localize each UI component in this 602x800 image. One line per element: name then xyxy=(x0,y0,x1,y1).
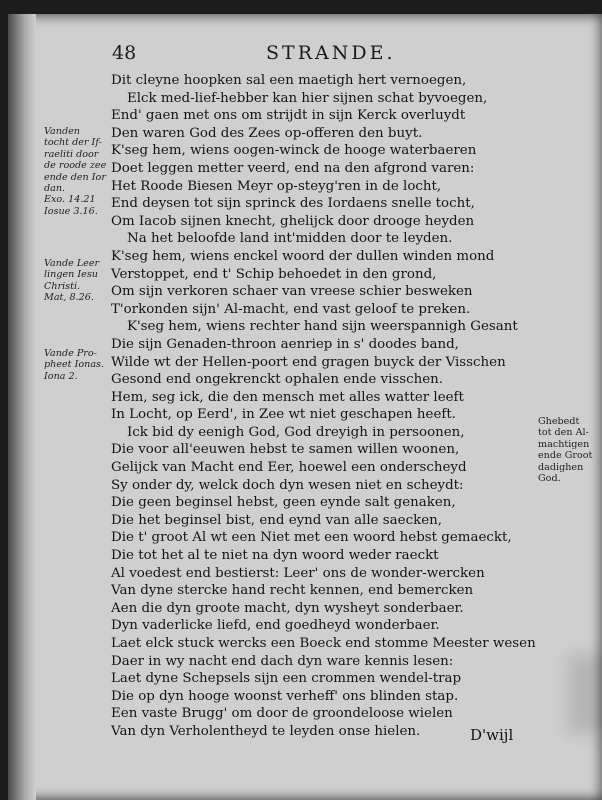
verse-line: Gelijck van Macht end Eer, hoewel een onderscheyd xyxy=(111,460,467,476)
verse-line: Die het beginsel bist, end eynd van alle saecken, xyxy=(111,512,442,528)
verse-line: Van dyn Verholentheyd te leyden onse hielen. xyxy=(111,723,421,739)
margin-note-line: Ghebedt xyxy=(538,416,580,427)
verse-line: In Locht, op Eerd', in Zee wt niet geschapen heeft. xyxy=(111,407,456,423)
verse-line: Die tot het al te niet na dyn woord weder raeckt xyxy=(111,548,439,564)
page-gutter-shadow xyxy=(8,14,36,800)
verse-line: Om sijn verkoren schaer van vreese schier besweken xyxy=(111,284,473,300)
margin-note-line: Christi. xyxy=(44,280,81,292)
verse-line: Dyn vaderlicke liefd, end goedheyd wonderbaer. xyxy=(111,618,440,634)
margin-note-line: dan. xyxy=(44,183,66,195)
book-page xyxy=(8,14,602,800)
verse-line: Van dyne stercke hand recht kennen, end bemercken xyxy=(111,583,474,599)
verse-line: K'seg hem, wiens rechter hand sijn weerspannigh Gesant xyxy=(127,319,518,335)
verse-line: Die geen beginsel hebst, geen eynde salt genaken, xyxy=(111,495,456,511)
verse-line: Verstoppet, end t' Schip behoedet in den grond, xyxy=(111,266,437,282)
margin-note-line: raeliti door xyxy=(44,148,99,160)
verse-line: Hem, seg ick, die den mensch met alles watter leeft xyxy=(111,389,464,405)
verse-line: Wilde wt der Hellen-poort end gragen buyck der Visschen xyxy=(111,354,506,370)
verse-line: K'seg hem, wiens enckel woord der dullen winden mond xyxy=(111,248,495,264)
verse-line: Om Iacob sijnen knecht, ghelijck door drooge heyden xyxy=(111,213,475,229)
margin-note-line: Vande Leer xyxy=(44,258,100,269)
verse-line: Doet leggen metter veerd, end na den afgrond varen: xyxy=(111,160,475,176)
verse-line: End' gaen met ons om strijdt in sijn Kerck overluydt xyxy=(111,108,466,124)
page-number: 48 xyxy=(112,42,137,64)
margin-note-line: tocht der If- xyxy=(44,137,102,149)
margin-note-jonah xyxy=(44,348,104,382)
margin-note-line: Exo. 14.21 xyxy=(44,194,96,206)
verse-line: Sy onder dy, welck doch dyn wesen niet en scheydt: xyxy=(111,477,464,493)
margin-note-line: machtigen xyxy=(538,438,590,450)
verse-line: Die sijn Genaden-throon aenriep in s' doodes band, xyxy=(111,336,459,352)
margin-note-line: tot den Al- xyxy=(538,427,589,439)
page-stain xyxy=(568,654,602,734)
verse-line: Laet dyne Schepsels sijn een crommen wendel-trap xyxy=(111,671,462,687)
verse-line: Het Roode Biesen Meyr op-steyg'ren in de locht, xyxy=(111,178,442,194)
verse-line: Die op dyn hooge woonst verheff' ons blinden stap. xyxy=(111,688,459,704)
verse-line: End deysen tot sijn sprinck des Iordaens snelle tocht, xyxy=(111,196,475,212)
margin-note-israelites xyxy=(44,126,106,217)
verse-line: Laet elck stuck wercks een Boeck end stomme Meester wesen xyxy=(111,636,536,651)
verse-line: K'seg hem, wiens oogen-winck de hooge waterbaeren xyxy=(111,143,477,159)
poem-body xyxy=(111,72,536,741)
verse-line: Die t' groot Al wt een Niet met een woord hebst gemaeckt, xyxy=(111,530,512,546)
margin-note-line: God. xyxy=(538,473,561,485)
verse-line: T'orkonden sijn' Al-macht, end vast geloof te preken. xyxy=(111,301,471,317)
verse-line: Den waren God des Zees op-offeren den buyt. xyxy=(111,125,423,141)
verse-line: Ick bid dy eenigh God, God dreyigh in persoonen, xyxy=(127,424,465,440)
margin-note-line: ende den Ior xyxy=(44,171,106,183)
verse-line: Dit cleyne hoopken sal een maetigh hert vernoegen, xyxy=(111,73,467,88)
margin-note-line: Iona 2. xyxy=(44,370,78,382)
margin-note-line: Mat, 8.26. xyxy=(44,292,94,304)
verse-line: Een vaste Brugg' om door de groondeloose wielen xyxy=(111,706,453,722)
margin-note-line: ende Groot xyxy=(538,450,593,462)
margin-note-line: pheet Ionas. xyxy=(44,359,105,371)
margin-note-disciples xyxy=(44,258,99,304)
catchword: D'wijl xyxy=(470,726,514,744)
verse-line: Elck med-lief-hebber kan hier sijnen schat byvoegen, xyxy=(127,90,488,106)
margin-note-line: Vande Pro- xyxy=(44,348,97,359)
verse-line: Aen die dyn groote macht, dyn wysheyt sonderbaer. xyxy=(111,600,464,616)
margin-note-line: Vanden xyxy=(44,126,80,137)
margin-note-line: lingen Iesu xyxy=(44,269,98,281)
verse-line: Na het beloofde land int'midden door te leyden. xyxy=(127,231,453,247)
verse-line: Daer in wy nacht end dach dyn ware kennis lesen: xyxy=(111,653,454,669)
margin-note-line: dadighen xyxy=(538,461,584,473)
margin-note-line: de roode zee xyxy=(44,160,107,172)
margin-note-prayer xyxy=(538,416,592,484)
verse-line: Die voor all'eeuwen hebst te samen willen woonen, xyxy=(111,442,460,458)
verse-line: Gesond end ongekrenckt ophalen ende visschen. xyxy=(111,372,444,388)
verse-line: Al voedest end bestierst: Leer' ons de wonder-wercken xyxy=(111,565,485,581)
margin-note-line: Iosue 3.16. xyxy=(44,205,98,217)
running-title: STRANDE. xyxy=(266,42,396,64)
